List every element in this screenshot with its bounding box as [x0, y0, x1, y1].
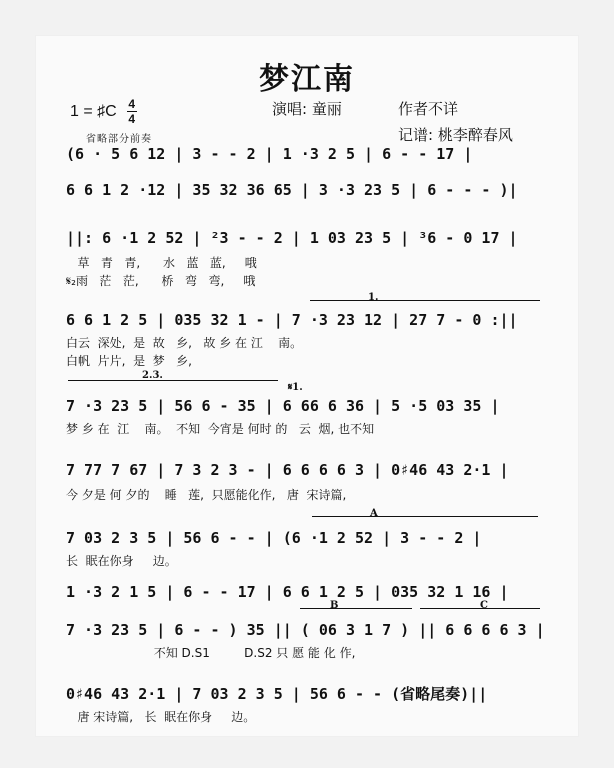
composer-credit: 作者不详	[398, 100, 459, 118]
volta-23-bracket	[68, 380, 278, 381]
notation-row-9: 7 ·3 23 5 | 6 - - ) 35 || ( 06 3 1 7 ) || 6 6 6 6 3 |	[66, 621, 545, 639]
notation-row-1: (6 · 5 6 12 | 3 - - 2 | 1 ·3 2 5 | 6 - - 17 |	[66, 145, 473, 163]
notation-row-6: 7 77 7 67 | 7 3 2 3 - | 6 6 6 6 3 | 0♯46 43 2·1 |	[66, 461, 509, 479]
time-top: 4	[128, 97, 136, 111]
segno-1: 𝄋1.	[288, 382, 303, 393]
notation-row-7: 7 03 2 3 5 | 56 6 - - | (6 ·1 2 52 | 3 - - 2 |	[66, 529, 482, 547]
prelude-note: 省略部分前奏	[86, 134, 152, 145]
key-signature	[70, 98, 137, 125]
notation-row-2: 6 6 1 2 ·12 | 35 32 36 65 | 3 ·3 23 5 | 6 - - - )|	[66, 181, 518, 199]
volta-1-label: 1.	[368, 292, 379, 303]
lyric-row-4b: 白帆 片片, 是 梦 乡,	[66, 354, 192, 368]
section-a-label: A	[370, 508, 378, 519]
notation-row-4: 6 6 1 2 5 | 035 32 1 - | 7 ·3 23 12 | 27 7 - 0 :||	[66, 311, 518, 329]
lyric-row-9: 不知 D.S1 D.S2 只 愿 能 化 作,	[66, 646, 356, 660]
section-b-label: B	[330, 600, 339, 611]
lyric-row-4a: 白云 深处, 是 故 乡, 故 乡 在 江 南。	[66, 336, 303, 350]
section-c-label: C	[480, 600, 488, 611]
notation-row-3: ||: 6 ·1 2 52 | ²3 - - 2 | 1 03 23 5 | ³6 - 0 17 |	[66, 229, 518, 247]
volta-1-bracket	[310, 300, 540, 301]
volta-23-label: 2.3.	[142, 370, 163, 381]
notation-row-8: 1 ·3 2 1 5 | 6 - - 17 | 6 6 1 2 5 | 035 32 1 16 |	[66, 583, 509, 601]
lyric-row-5: 梦 乡 在 江 南。 不知 今宵是 何时 的 云 烟, 也不知	[66, 422, 375, 436]
lyric-row-6: 今 夕是 何 夕的 睡 莲, 只愿能化作, 唐 宋诗篇,	[66, 488, 347, 502]
singer-credit: 演唱: 童丽	[272, 100, 342, 118]
lyric-row-3a: 草 青 青, 水 蓝 蓝, 哦	[66, 256, 257, 270]
notation-row-10: 0♯46 43 2·1 | 7 03 2 3 5 | 56 6 - - (省略尾奏)||	[66, 685, 488, 703]
lyric-row-10: 唐 宋诗篇, 长 眠在你身 边。	[66, 710, 256, 724]
time-bottom: 4	[128, 112, 136, 126]
key-text: 1 = ♯C	[70, 102, 117, 120]
section-a-bracket	[312, 516, 538, 517]
notation-row-5: 7 ·3 23 5 | 56 6 - 35 | 6 66 6 36 | 5 ·5 03 35 |	[66, 397, 500, 415]
lyric-row-3b: 𝄋₂雨 茫 茫, 桥 弯 弯, 哦	[66, 274, 256, 288]
section-b-bracket	[300, 608, 412, 609]
transcriber-credit: 记谱: 桃李醉春风	[398, 126, 513, 144]
lyric-row-7: 长 眠在你身 边。	[66, 554, 177, 568]
song-title: 梦江南	[259, 62, 355, 97]
time-signature	[127, 98, 137, 125]
